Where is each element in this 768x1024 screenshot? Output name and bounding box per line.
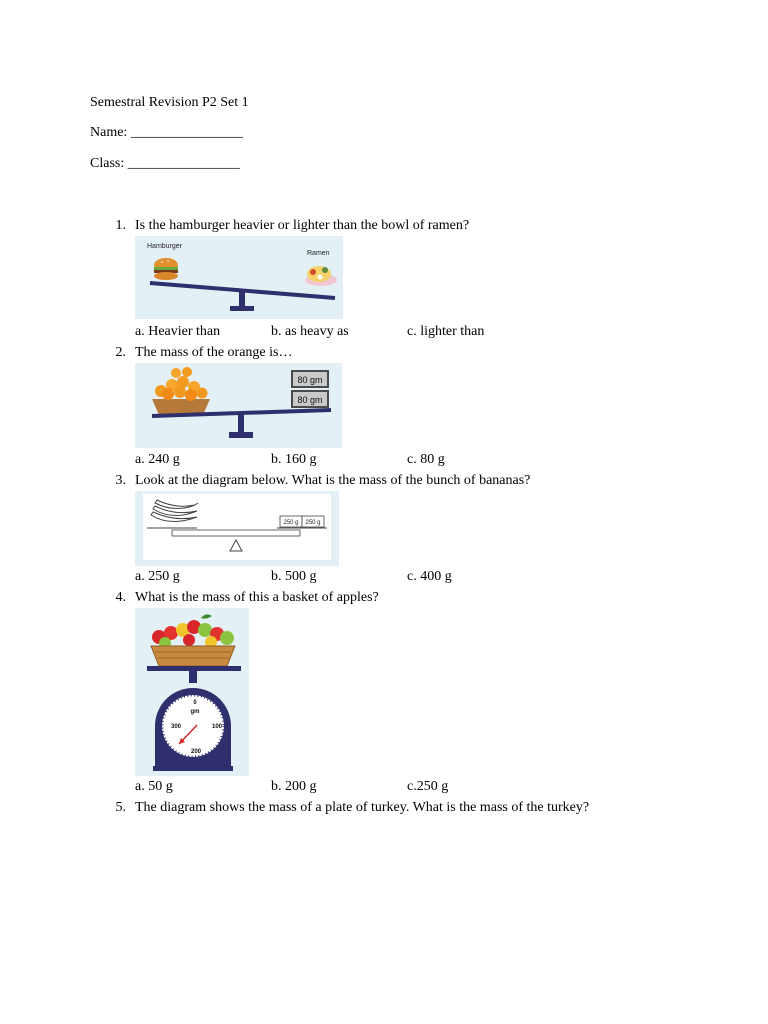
seesaw-hamburger-ramen-figure	[135, 236, 343, 319]
apple-icon	[152, 614, 234, 649]
question-5-text: The diagram shows the mass of a plate of turkey. What is the mass of the turkey?	[135, 800, 590, 815]
balance-beam	[172, 530, 300, 536]
question-5-number: 5.	[115, 800, 126, 815]
balance-base	[229, 432, 253, 438]
question-2-text: The mass of the orange is…	[135, 345, 293, 360]
question-4-text: What is the mass of this a basket of apples?	[135, 590, 379, 605]
ramen-figure-label: Ramen	[307, 250, 330, 257]
dial-label-200: 200	[190, 749, 202, 755]
ramen-bowl-icon	[305, 266, 337, 286]
dial-label-0: 0	[193, 700, 197, 706]
q2-option-a: a. 240 g	[135, 452, 180, 467]
weight-label-2: 80 gm	[297, 395, 323, 405]
dial-label-100: 100	[211, 724, 223, 730]
name-field-label: Name: ________________	[90, 125, 243, 140]
question-3-text: Look at the diagram below. What is the mass of the bunch of bananas?	[135, 473, 531, 488]
weight-label-1: 250 g	[283, 520, 299, 526]
orange-basket-icon	[152, 367, 210, 415]
balance-bananas-figure	[135, 491, 339, 566]
q2-option-c: c. 80 g	[407, 452, 445, 467]
q4-option-b: b. 200 g	[271, 779, 317, 794]
q1-option-b: b. as heavy as	[271, 324, 349, 339]
q2-option-b: b. 160 g	[271, 452, 317, 467]
q1-option-c: c. lighter than	[407, 324, 485, 339]
weight-label-2: 250 g	[305, 520, 321, 526]
seesaw-base	[230, 306, 254, 311]
basket-icon	[151, 646, 235, 666]
balance-oranges-figure	[135, 363, 342, 448]
q4-option-c: c.250 g	[407, 779, 449, 794]
weight-block-icon	[291, 390, 329, 408]
weight-block-icon	[280, 516, 302, 527]
dial-label-300: 300	[170, 724, 182, 730]
question-4-number: 4.	[115, 590, 126, 605]
question-3-number: 3.	[115, 473, 126, 488]
weighing-scale-apples-figure	[135, 608, 249, 776]
q3-option-b: b. 500 g	[271, 569, 317, 584]
class-field-label: Class: ________________	[90, 156, 240, 171]
question-1-text: Is the hamburger heavier or lighter than the bowl of ramen?	[135, 218, 470, 233]
dial-unit-label: gm	[190, 709, 200, 715]
q4-option-a: a. 50 g	[135, 779, 173, 794]
hamburger-icon	[154, 258, 178, 280]
weight-label-1: 80 gm	[297, 375, 323, 385]
weight-block-icon	[302, 516, 324, 527]
hamburger-figure-label: Hamburger	[147, 243, 183, 250]
worksheet-title: Semestral Revision P2 Set 1	[90, 95, 249, 110]
question-2-number: 2.	[115, 345, 126, 360]
q1-option-a: a. Heavier than	[135, 324, 221, 339]
question-1-number: 1.	[115, 218, 126, 233]
q3-option-a: a. 250 g	[135, 569, 180, 584]
q3-option-c: c. 400 g	[407, 569, 452, 584]
weight-block-icon	[291, 370, 329, 388]
